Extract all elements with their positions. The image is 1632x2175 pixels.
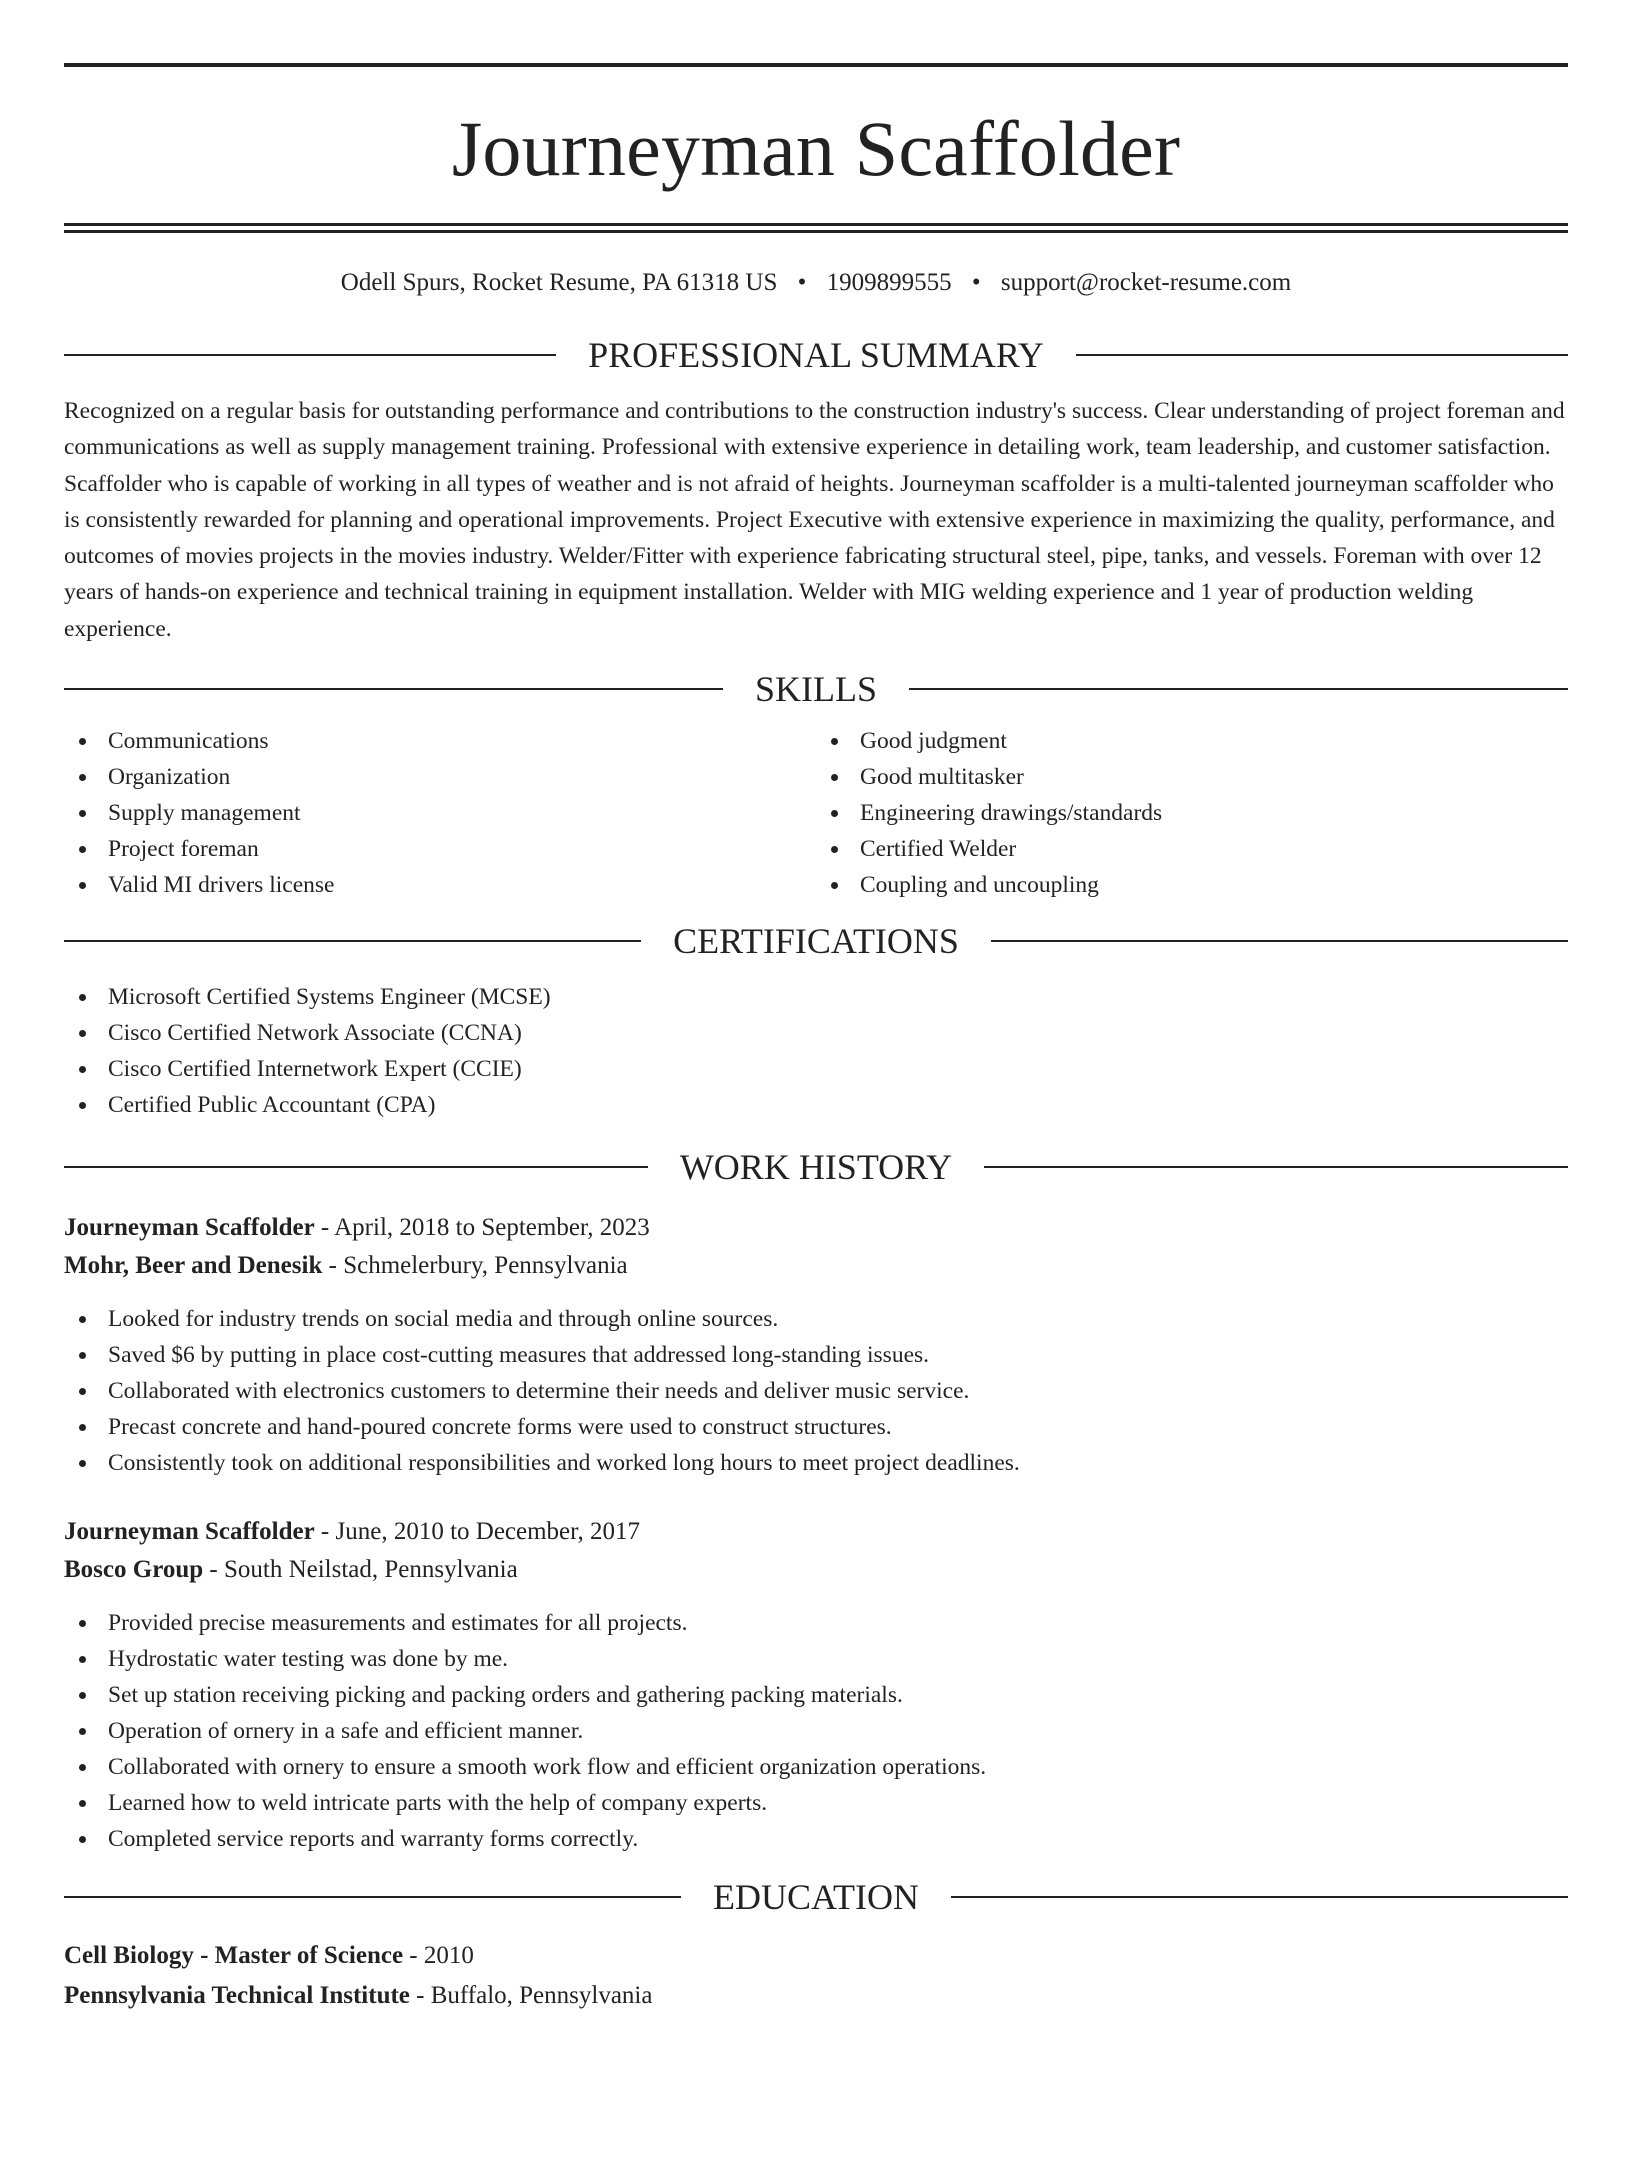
bullet-icon <box>79 882 86 889</box>
certification-item <box>64 979 1568 1015</box>
contact-separator: • <box>971 269 981 296</box>
bullet-icon <box>79 810 86 817</box>
bullet-icon <box>79 1352 86 1359</box>
job-bullet-text: Operation of ornery in a safe and efficient manner. <box>108 1718 584 1745</box>
skill-item <box>64 831 816 867</box>
bullet-icon <box>79 846 86 853</box>
summary-heading-label: PROFESSIONAL SUMMARY <box>588 335 1044 375</box>
skill-item <box>816 831 1568 867</box>
skill-item <box>816 759 1568 795</box>
job-title-line: Journeyman Scaffolder - June, 2010 to December, 2017 <box>64 1518 640 1546</box>
education-entry <box>64 1937 1568 2015</box>
summary-heading <box>64 333 1568 377</box>
skill-item <box>816 723 1568 759</box>
job-bullet-text: Looked for industry trends on social media and through online sources. <box>108 1306 779 1333</box>
job-bullet-text: Hydrostatic water testing was done by me. <box>108 1646 509 1673</box>
bullet-icon <box>79 738 86 745</box>
job-company: Mohr, Beer and Denesik <box>64 1252 323 1280</box>
job-company: Bosco Group <box>64 1556 204 1584</box>
heading-rule-left <box>64 1166 648 1168</box>
job-bullet <box>64 1677 1568 1713</box>
job-bullet <box>64 1749 1568 1785</box>
skill-text: Coupling and uncoupling <box>860 872 1099 899</box>
skill-text: Valid MI drivers license <box>108 872 335 899</box>
bullet-icon <box>79 1800 86 1807</box>
bullet-icon <box>79 1728 86 1735</box>
education-heading <box>64 1875 1568 1919</box>
certification-text: Microsoft Certified Systems Engineer (MCSE) <box>108 984 551 1011</box>
skill-item <box>64 795 816 831</box>
contact-phone: 1909899555 <box>826 269 952 296</box>
bullet-icon <box>79 994 86 1001</box>
job-location: South Neilstad, Pennsylvania <box>223 1556 518 1584</box>
skill-item <box>64 723 816 759</box>
job-bullet-text: Collaborated with electronics customers to determine their needs and deliver music service. <box>108 1378 970 1405</box>
heading-rule-right <box>1076 354 1568 356</box>
heading-rule-right <box>991 940 1568 942</box>
skills-heading-label: SKILLS <box>755 669 878 710</box>
job-entry <box>64 1513 1568 1857</box>
job-bullets <box>64 1605 1568 1857</box>
job-bullet <box>64 1821 1568 1857</box>
skills-heading <box>64 667 1568 711</box>
work-history-heading <box>64 1145 1568 1189</box>
heading-rule-right <box>984 1166 1568 1168</box>
job-bullet <box>64 1605 1568 1641</box>
resume-page <box>0 63 1632 2175</box>
skills-list-left <box>64 723 816 903</box>
job-bullet <box>64 1445 1568 1481</box>
job-dates: June, 2010 to December, 2017 <box>335 1518 640 1546</box>
bullet-icon <box>79 1316 86 1323</box>
certification-text: Cisco Certified Internetwork Expert (CCIE) <box>108 1056 522 1083</box>
work-history-heading-label: WORK HISTORY <box>679 1147 953 1188</box>
skill-text: Good judgment <box>860 728 1007 755</box>
skill-item <box>64 759 816 795</box>
bullet-icon <box>831 738 838 745</box>
job-bullet-text: Precast concrete and hand-poured concrete forms were used to construct structures. <box>108 1414 892 1441</box>
contact-address: Odell Spurs, Rocket Resume, PA 61318 US <box>340 269 778 296</box>
skills-grid <box>64 723 1568 903</box>
job-bullet-text: Learned how to weld intricate parts with the help of company experts. <box>108 1790 768 1817</box>
job-company-line: Bosco Group - South Neilstad, Pennsylvania <box>64 1556 518 1584</box>
education-location: Buffalo, Pennsylvania <box>430 1982 653 2010</box>
bullet-icon <box>79 1388 86 1395</box>
job-company-line: Mohr, Beer and Denesik - Schmelerbury, Pennsylvania <box>64 1252 628 1280</box>
job-bullet-text: Consistently took on additional responsibilities and worked long hours to meet project deadlines. <box>108 1450 1020 1477</box>
bullet-icon <box>831 846 838 853</box>
certification-item <box>64 1051 1568 1087</box>
job-bullet-text: Saved $6 by putting in place cost-cutting measures that addressed long-standing issues. <box>108 1342 930 1369</box>
education-heading-label: EDUCATION <box>713 1877 919 1918</box>
job-bullet-text: Completed service reports and warranty forms correctly. <box>108 1826 639 1853</box>
skills-list-right <box>816 723 1568 903</box>
skill-text: Communications <box>108 728 269 755</box>
bullet-icon <box>79 1836 86 1843</box>
bullet-icon <box>79 1066 86 1073</box>
heading-rule-left <box>64 940 641 942</box>
contact-line <box>64 267 1568 299</box>
bullet-icon <box>79 1030 86 1037</box>
education-degree-line: Cell Biology - Master of Science - 2010 <box>64 1942 474 1970</box>
bullet-icon <box>79 774 86 781</box>
skill-item <box>816 795 1568 831</box>
summary-text: Recognized on a regular basis for outstanding performance and contributions to the construction industry's success. Clear understanding of project foreman and communications as well as supply management training. Professional with extensive experience in detailing work, team leadership, and customer satisfaction. Scaffolder who is capable of working in all types of weather and is not afraid of heights. Journeyman scaffolder is a multi-talented journeyman scaffolder who is consistently rewarded for planning and operational improvements. Project Executive with extensive experience in maximizing the quality, performance, and outcomes of movies projects in the movies industry. Welder/Fitter with experience fabricating structural steel, pipe, tanks, and vessels. Foreman with over 12 years of hands-on experience and technical training in equipment installation. Welder with MIG welding experience and 1 year of production welding experience. <box>64 398 1565 642</box>
skill-text: Engineering drawings/standards <box>860 800 1163 827</box>
certification-item <box>64 1087 1568 1123</box>
job-bullet-text: Collaborated with ornery to ensure a smooth work flow and efficient organization operations. <box>108 1754 987 1781</box>
bullet-icon <box>79 1692 86 1699</box>
job-bullet <box>64 1785 1568 1821</box>
skill-text: Good multitasker <box>860 764 1024 791</box>
education-degree: Cell Biology - Master of Science <box>64 1942 404 1970</box>
job-bullet <box>64 1337 1568 1373</box>
certification-text: Cisco Certified Network Associate (CCNA) <box>108 1020 522 1047</box>
job-bullet-text: Provided precise measurements and estimates for all projects. <box>108 1610 688 1637</box>
heading-rule-left <box>64 688 723 690</box>
skill-item <box>816 867 1568 903</box>
resume-title: Journeyman Scaffolder <box>451 105 1181 192</box>
skill-text: Supply management <box>108 800 301 827</box>
bullet-icon <box>831 882 838 889</box>
heading-rule-left <box>64 1896 681 1898</box>
certification-text: Certified Public Accountant (CPA) <box>108 1092 436 1119</box>
bullet-icon <box>79 1656 86 1663</box>
certification-item <box>64 1015 1568 1051</box>
certifications-list <box>64 979 1568 1123</box>
heading-rule-right <box>909 688 1568 690</box>
bullet-icon <box>79 1460 86 1467</box>
job-bullet <box>64 1641 1568 1677</box>
certifications-heading <box>64 919 1568 963</box>
contact-email: support@rocket-resume.com <box>1000 269 1292 296</box>
top-rule <box>64 63 1568 67</box>
skill-item <box>64 867 816 903</box>
job-dates: April, 2018 to September, 2023 <box>334 1214 650 1242</box>
bullet-icon <box>79 1424 86 1431</box>
bullet-icon <box>79 1102 86 1109</box>
bullet-icon <box>831 810 838 817</box>
heading-rule-right <box>951 1896 1568 1898</box>
job-location: Schmelerbury, Pennsylvania <box>343 1252 628 1280</box>
contact-separator: • <box>797 269 807 296</box>
job-bullet <box>64 1301 1568 1337</box>
heading-rule-left <box>64 354 556 356</box>
skill-text: Certified Welder <box>860 836 1017 863</box>
job-bullet <box>64 1373 1568 1409</box>
job-entry <box>64 1209 1568 1481</box>
job-bullet <box>64 1409 1568 1445</box>
job-bullets <box>64 1301 1568 1481</box>
job-role: Journeyman Scaffolder <box>64 1518 315 1546</box>
bullet-icon <box>79 1764 86 1771</box>
job-bullet <box>64 1713 1568 1749</box>
job-bullet-text: Set up station receiving picking and packing orders and gathering packing materials. <box>108 1682 903 1709</box>
skill-text: Project foreman <box>108 836 259 863</box>
job-role: Journeyman Scaffolder <box>64 1214 315 1242</box>
skill-text: Organization <box>108 764 231 791</box>
certifications-heading-label: CERTIFICATIONS <box>673 921 959 962</box>
job-title-line: Journeyman Scaffolder - April, 2018 to September, 2023 <box>64 1214 650 1242</box>
bullet-icon <box>831 774 838 781</box>
education-school: Pennsylvania Technical Institute <box>64 1982 410 2010</box>
bullet-icon <box>79 1620 86 1627</box>
title-double-rule <box>64 223 1568 233</box>
education-school-line: Pennsylvania Technical Institute - Buffalo, Pennsylvania <box>64 1982 653 2010</box>
education-year: 2010 <box>423 1942 474 1970</box>
